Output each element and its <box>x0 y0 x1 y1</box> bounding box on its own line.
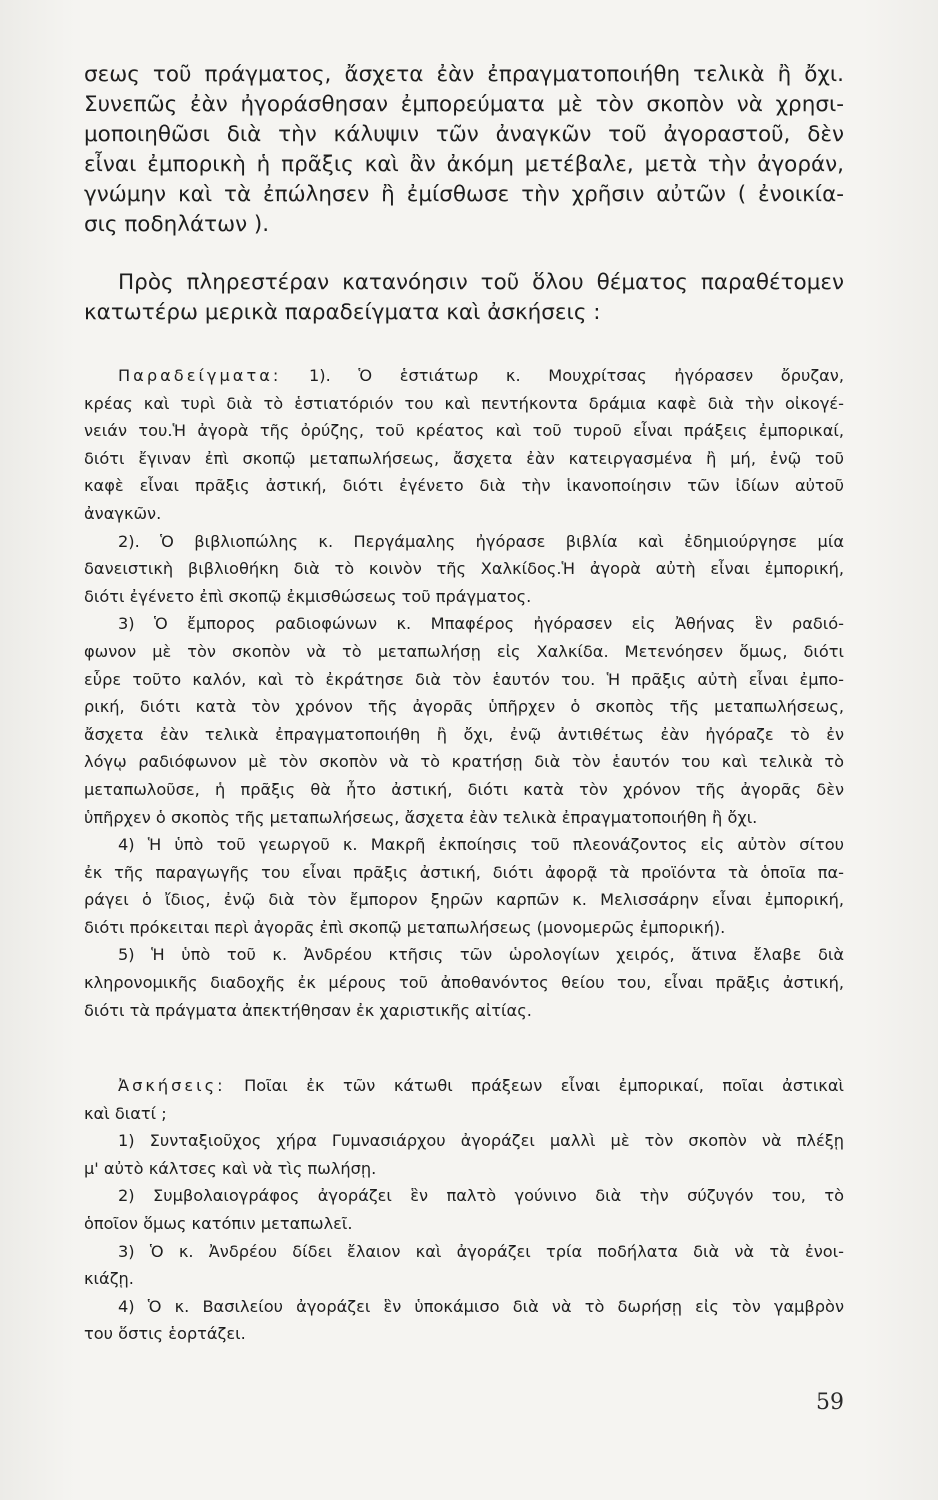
example-line: νειάν του.Ἡ ἀγορὰ τῆς ὀρύζης, τοῦ κρέατος καὶ τοῦ τυροῦ εἶναι πράξεις ἐμπορικαί, <box>84 421 844 441</box>
page-number: 59 <box>816 1390 844 1415</box>
exercise-line: 2) Συμβολαιογράφος ἀγοράζει ἓν παλτὸ γούνινο διὰ τὴν σύζυγόν του, τὸ <box>118 1186 844 1206</box>
exercise-line: 4) Ὁ κ. Βασιλείου ἀγοράζει ἓν ὑποκάμισο διὰ νὰ τὸ δωρήσῃ εἰς τὸν γαμβρὸν <box>118 1296 844 1316</box>
example-line: μεταπωλοῦσε, ἡ πρᾶξις θὰ ἦτο ἀστική, διότι κατὰ τὸν χρόνον τῆς ἀγορᾶς δὲν <box>84 779 844 799</box>
exercise-line: του ὅστις ἑορτάζει. <box>84 1324 246 1344</box>
exercise-line: μ' αὐτὸ κάλτσες καὶ νὰ τὶς πωλήσῃ. <box>84 1158 377 1178</box>
exercises-section <box>84 1072 844 1348</box>
example-line: εὗρε τοῦτο καλόν, καὶ τὸ ἐκράτησε διὰ τὸν ἑαυτόν του. Ἡ πρᾶξις αὐτὴ εἶναι ἐμπο- <box>84 669 844 689</box>
example-line: καφὲ εἶναι πρᾶξις ἀστική, διότι ἐγένετο διὰ τὴν ἱκανοποίησιν τῶν ἰδίων αὐτοῦ <box>84 476 844 496</box>
example-line: ἄσχετα ἐὰν τελικὰ ἐπραγματοποιήθη ἢ ὄχι, ἐνῷ ἀντιθέτως ἐὰν ἠγόραζε τὸ ἐν <box>84 724 844 744</box>
text-line: σεως τοῦ πράγματος, ἄσχετα ἐὰν ἐπραγματοποιήθη τελικὰ ἢ ὄχι. <box>84 62 844 87</box>
example-line: ρική, διότι κατὰ τὸν χρόνον τῆς ἀγορᾶς ὑπῆρχεν ὁ σκοπὸς τῆς μεταπωλήσεως, <box>84 697 844 717</box>
exercises-first-line <box>84 1072 844 1100</box>
text-line: Πρὸς πληρεστέραν κατανόησιν τοῦ ὅλου θέματος παραθέτομεν <box>118 270 844 295</box>
example-text: 1). Ὁ ἑστιάτωρ κ. Μουχρίτσας ἠγόρασεν ὄρυζαν, <box>309 366 844 385</box>
examples-first-line <box>84 362 844 390</box>
example-line: διότι ἔγιναν ἐπὶ σκοπῷ μεταπωλήσεως, ἄσχετα ἐὰν κατειργασμένα ἢ μή, ἐνῷ τοῦ <box>84 448 844 468</box>
paragraph-intro <box>84 60 844 240</box>
text-line: γνώμην καὶ τὰ ἐπώλησεν ἢ ἐμίσθωσε τὴν χρῆσιν αὐτῶν ( ἐνοικία- <box>84 182 844 207</box>
exercise-line: κιάζῃ. <box>84 1269 134 1289</box>
examples-heading: Παραδείγματα: <box>118 366 282 385</box>
example-line: 2). Ὁ βιβλιοπώλης κ. Περγάμαλης ἠγόρασε βιβλία καὶ ἐδημιούργησε μία <box>118 531 844 551</box>
example-line: 4) Ἡ ὑπὸ τοῦ γεωργοῦ κ. Μακρῆ ἐκποίησις τοῦ πλεονάζοντος εἰς αὐτὸν σίτου <box>118 835 844 855</box>
example-line: ράγει ὁ ἴδιος, ἐνῷ διὰ τὸν ἔμπορον ξηρῶν καρπῶν κ. Μελισσάρην εἶναι ἐμπορική, <box>84 890 844 910</box>
exercise-text: Ποῖαι ἐκ τῶν κάτωθι πράξεων εἶναι ἐμπορικαί, ποῖαι ἀστικαὶ <box>244 1076 844 1095</box>
paragraph-examples-intro <box>84 268 844 328</box>
example-line: κρέας καὶ τυρὶ διὰ τὸ ἑστιατόριόν του καὶ πεντήκοντα δράμια καφὲ διὰ τὴν οἰκογέ- <box>84 393 844 413</box>
example-line: φωνον μὲ τὸν σκοπὸν νὰ τὸ μεταπωλήσῃ εἰς Χαλκίδα. Μετενόησεν ὅμως, διότι <box>84 641 844 661</box>
example-line: λόγῳ ραδιόφωνον μὲ τὸν σκοπὸν νὰ τὸ κρατήσῃ διὰ τὸν ἑαυτόν του καὶ τελικὰ τὸ <box>84 752 844 772</box>
text-line: κατωτέρω μερικὰ παραδείγματα καὶ ἀσκήσεις : <box>84 300 601 325</box>
example-line: ὑπῆρχεν ὁ σκοπὸς τῆς μεταπωλήσεως, ἄσχετα ἐὰν τελικὰ ἐπραγματοποιήθη ἢ ὄχι. <box>84 807 758 827</box>
example-line: διότι πρόκειται περὶ ἀγορᾶς ἐπὶ σκοπῷ μεταπωλήσεως (μονομερῶς ἐμπορική). <box>84 917 726 937</box>
example-line: κληρονομικῆς διαδοχῆς ἐκ μέρους τοῦ ἀποθανόντος θείου του, εἶναι πρᾶξις ἀστική, <box>84 973 844 993</box>
exercise-line: καὶ διατί ; <box>84 1103 167 1123</box>
example-line: ἀναγκῶν. <box>84 503 162 523</box>
example-line: 5) Ἡ ὑπὸ τοῦ κ. Ἀνδρέου κτῆσις τῶν ὡρολογίων χειρός, ἅτινα ἔλαβε διὰ <box>118 945 844 965</box>
example-line: ἐκ τῆς παραγωγῆς του εἶναι πρᾶξις ἀστική, διότι ἀφορᾷ τὰ προϊόντα τὰ ὁποῖα πα- <box>84 862 844 882</box>
text-line: μοποιηθῶσι διὰ τὴν κάλυψιν τῶν ἀναγκῶν τοῦ ἀγοραστοῦ, δὲν <box>84 122 844 147</box>
example-line: διότι ἐγένετο ἐπὶ σκοπῷ ἐκμισθώσεως τοῦ πράγματος. <box>84 586 532 606</box>
exercise-line: 1) Συνταξιοῦχος χήρα Γυμνασιάρχου ἀγοράζει μαλλὶ μὲ τὸν σκοπὸν νὰ πλέξῃ <box>118 1131 844 1151</box>
text-line: σις ποδηλάτων ). <box>84 212 270 237</box>
text-line: εἶναι ἐμπορικὴ ἡ πρᾶξις καὶ ἂν ἀκόμη μετέβαλε, μετὰ τὴν ἀγοράν, <box>84 152 844 177</box>
exercise-line: ὁποῖον ὅμως κατόπιν μεταπωλεῖ. <box>84 1213 353 1233</box>
example-line: 3) Ὁ ἔμπορος ραδιοφώνων κ. Μπαφέρος ἠγόρασεν εἰς Ἀθήνας ἓν ραδιό- <box>118 614 844 634</box>
example-line: δανειστικὴ βιβλιοθήκη διὰ τὸ κοινὸν τῆς Χαλκίδος.Ἡ ἀγορὰ αὐτὴ εἶναι ἐμπορική, <box>84 559 844 579</box>
example-line: διότι τὰ πράγματα ἀπεκτήθησαν ἐκ χαριστικῆς αἰτίας. <box>84 1000 532 1020</box>
text-line: Συνεπῶς ἐὰν ἠγοράσθησαν ἐμπορεύματα μὲ τὸν σκοπὸν νὰ χρησι- <box>84 92 844 117</box>
examples-section <box>84 362 844 1024</box>
exercise-line: 3) Ὁ κ. Ἀνδρέου δίδει ἔλαιον καὶ ἀγοράζει τρία ποδήλατα διὰ νὰ τὰ ἐνοι- <box>118 1241 844 1261</box>
exercises-heading: Ἀσκήσεις: <box>118 1076 226 1095</box>
